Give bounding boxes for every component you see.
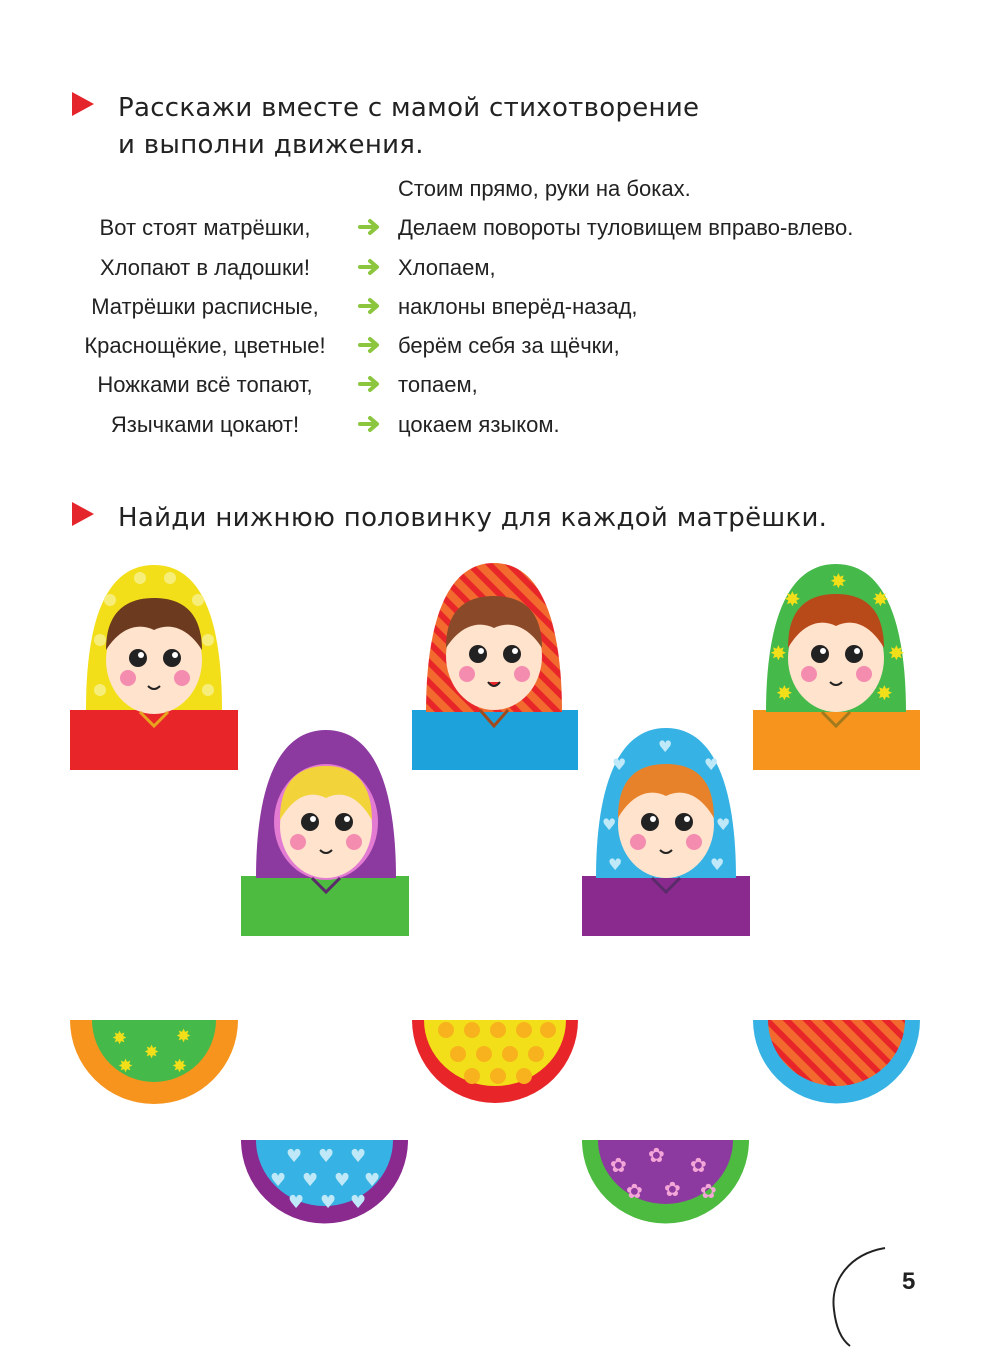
poem-action: берём себя за щёчки, <box>398 333 620 359</box>
poem-verse: Хлопают в ладошки! <box>100 254 310 280</box>
doll-green-top[interactable] <box>753 564 920 770</box>
svg-text:♥: ♥ <box>658 737 673 756</box>
svg-text:✸: ✸ <box>118 1056 134 1077</box>
poem-intro: Стоим прямо, руки на боках. <box>398 176 691 201</box>
svg-text:✸: ✸ <box>830 569 847 593</box>
page-corner-curve <box>820 1240 900 1348</box>
svg-text:✸: ✸ <box>770 641 787 665</box>
bottom-half-yellow[interactable] <box>412 1020 578 1103</box>
task-2-text: Найди нижнюю половинку для каждой матрёшки. <box>118 503 828 533</box>
doll-orange-top[interactable] <box>412 563 578 770</box>
poem-action: Делаем повороты туловищем вправо-влево. <box>398 215 854 241</box>
svg-text:♥: ♥ <box>302 1170 319 1191</box>
svg-text:✸: ✸ <box>876 681 893 705</box>
svg-text:♥: ♥ <box>286 1146 303 1167</box>
page-number: 5 <box>902 1268 916 1295</box>
task-1-line-2: и выполни движения. <box>118 130 424 160</box>
svg-text:♥: ♥ <box>318 1146 335 1167</box>
svg-text:♥: ♥ <box>710 855 725 874</box>
poem-action: цокаем языком. <box>398 411 560 437</box>
svg-text:✿: ✿ <box>690 1153 707 1177</box>
svg-text:♥: ♥ <box>334 1170 351 1191</box>
svg-text:♥: ♥ <box>704 755 719 774</box>
svg-text:✿: ✿ <box>610 1153 627 1177</box>
svg-text:✸: ✸ <box>784 587 801 611</box>
svg-text:♥: ♥ <box>602 815 617 834</box>
bottom-half-purple-flowers[interactable] <box>582 1140 749 1224</box>
svg-text:✸: ✸ <box>112 1028 128 1049</box>
svg-text:♥: ♥ <box>288 1192 305 1213</box>
svg-text:✿: ✿ <box>664 1177 681 1201</box>
svg-text:✿: ✿ <box>700 1179 717 1203</box>
doll-purple-top[interactable] <box>241 730 409 936</box>
svg-text:✿: ✿ <box>648 1143 665 1167</box>
poem-action: наклоны вперёд-назад, <box>398 293 638 319</box>
task-1-line-1: Расскажи вместе с мамой стихотворение <box>118 93 700 123</box>
doll-blue-top[interactable] <box>582 728 750 936</box>
svg-text:✸: ✸ <box>872 587 889 611</box>
poem-verse: Матрёшки расписные, <box>91 293 319 319</box>
svg-text:♥: ♥ <box>350 1146 367 1167</box>
svg-text:♥: ♥ <box>612 755 627 774</box>
svg-text:♥: ♥ <box>364 1170 381 1191</box>
svg-text:♥: ♥ <box>350 1192 367 1213</box>
poem-action: Хлопаем, <box>398 254 496 280</box>
poem-action: топаем, <box>398 372 478 398</box>
bottom-half-green[interactable] <box>70 1020 238 1104</box>
svg-text:✸: ✸ <box>888 641 905 665</box>
poem-verse: Язычками цокают! <box>110 411 300 437</box>
svg-text:✸: ✸ <box>776 681 793 705</box>
svg-text:♥: ♥ <box>608 855 623 874</box>
svg-text:✿: ✿ <box>626 1179 643 1203</box>
poem-verse: Краснощёкие, цветные! <box>84 333 326 359</box>
poem-verse: Ножками всё топают, <box>97 372 313 398</box>
bottom-half-striped[interactable] <box>753 1020 920 1104</box>
doll-yellow-top[interactable] <box>70 565 238 770</box>
svg-text:♥: ♥ <box>716 815 731 834</box>
bottom-half-blue-hearts[interactable] <box>241 1140 408 1224</box>
svg-text:♥: ♥ <box>270 1170 287 1191</box>
svg-text:♥: ♥ <box>320 1192 337 1213</box>
svg-text:✸: ✸ <box>176 1026 192 1047</box>
poem-verse: Вот стоят матрёшки, <box>99 215 311 241</box>
svg-text:✸: ✸ <box>172 1056 188 1077</box>
svg-text:✸: ✸ <box>144 1042 160 1063</box>
